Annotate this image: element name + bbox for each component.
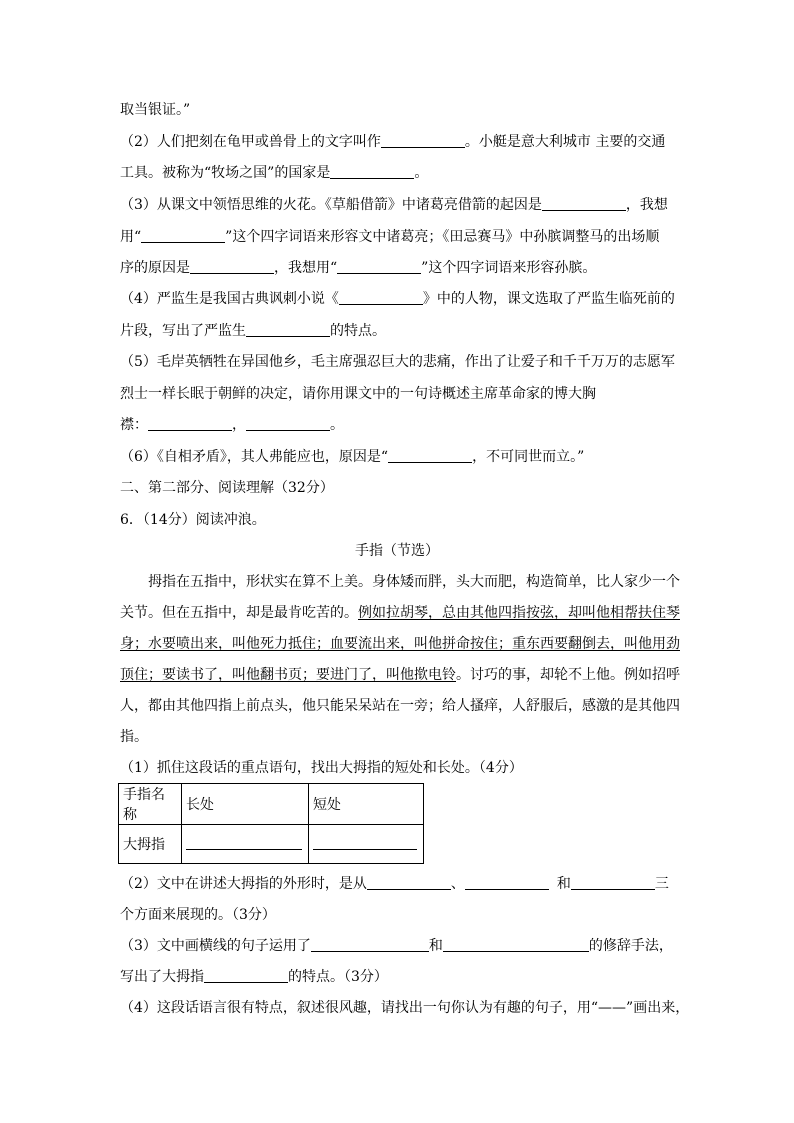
question-2-line-1: （2）人们把刻在龟甲或兽骨上的文字叫作 。小艇是意大利城市 主要的交通 bbox=[120, 134, 666, 150]
subquestion-3-line-1: （3）文中画横线的句子运用了 和 的修辞手法， bbox=[120, 938, 673, 954]
answer-blank[interactable] bbox=[186, 835, 302, 850]
passage-line: 指。 bbox=[120, 729, 148, 745]
passage-title: 手指（节选） bbox=[355, 543, 439, 559]
question-4-line-2: 片段，写出了严监生 的特点。 bbox=[120, 323, 386, 339]
subquestion-4-line: （4）这段话语言很有特点，叙述很风趣，请找出一句你认为有趣的句子，用“——”画出来， bbox=[120, 1000, 690, 1016]
question-4-line-1: （4）严监生是我国古典讽刺小说《 》中的人物，课文选取了严监生临死前的 bbox=[120, 291, 675, 307]
answer-table bbox=[118, 783, 424, 864]
subquestion-2-line-1: （2）文中在讲述大拇指的外形时，是从 、 和 三 bbox=[120, 876, 669, 892]
table-header-cell: 长处 bbox=[182, 784, 309, 825]
question-6-title: 6．（14分）阅读冲浪。 bbox=[120, 512, 266, 528]
answer-blank[interactable] bbox=[465, 875, 549, 890]
subquestion-2-line-2: 个方面来展现的。（3分） bbox=[120, 907, 276, 923]
table-answer-cell[interactable] bbox=[182, 825, 309, 864]
question-3-line-1: （3）从课文中领悟思维的火花。《草船借箭》中诸葛亮借箭的起因是 ，我想 bbox=[120, 197, 668, 213]
text-line: 取当银证。” bbox=[120, 102, 191, 118]
answer-blank[interactable] bbox=[571, 875, 655, 890]
answer-blank[interactable] bbox=[542, 196, 626, 211]
table-header-cell: 短处 bbox=[309, 784, 424, 825]
answer-blank[interactable] bbox=[204, 968, 288, 983]
passage-line: 拇指在五指中，形状实在算不上美。身体矮而胖，头大而肥，构造简单，比人家少一个 bbox=[148, 574, 680, 590]
underlined-sentence: 例如拉胡琴，总由其他四指按弦，却叫他相帮扶住琴 bbox=[358, 605, 680, 621]
answer-blank[interactable] bbox=[246, 322, 330, 337]
answer-blank[interactable] bbox=[367, 875, 451, 890]
question-6-line: （6）《自相矛盾》，其人弗能应也，原因是“ ，不可同世而立。” bbox=[120, 449, 585, 465]
answer-blank[interactable] bbox=[311, 937, 429, 952]
table-header-cell: 手指名称 bbox=[119, 784, 182, 825]
question-2-line-2: 工具。被称为“牧场之国”的国家是 。 bbox=[120, 165, 429, 181]
passage-line: 顶住；要读书了，叫他翻书页；要进门了，叫他揿电铃。讨巧的事，却轮不上他。例如招呼 bbox=[120, 667, 680, 683]
underlined-sentence: 顶住；要读书了，叫他翻书页；要进门了，叫他揿电铃 bbox=[120, 667, 456, 683]
passage-line: 关节。但在五指中，却是最肯吃苦的。例如拉胡琴，总由其他四指按弦，却叫他相帮扶住琴 bbox=[120, 605, 680, 621]
answer-blank[interactable] bbox=[313, 835, 417, 850]
section-heading: 二、第二部分、阅读理解（32分） bbox=[120, 480, 334, 496]
table-answer-cell[interactable] bbox=[309, 825, 424, 864]
answer-blank[interactable] bbox=[337, 259, 421, 274]
answer-blank[interactable] bbox=[246, 416, 330, 431]
answer-blank[interactable] bbox=[190, 259, 274, 274]
answer-blank[interactable] bbox=[381, 133, 465, 148]
answer-blank[interactable] bbox=[141, 228, 225, 243]
answer-blank[interactable] bbox=[330, 164, 414, 179]
answer-blank[interactable] bbox=[443, 937, 589, 952]
question-5-line-2: 烈士一样长眠于朝鲜的决定，请你用课文中的一句诗概述主席革命家的博大胸 bbox=[120, 386, 596, 402]
underlined-sentence: 身；水要喷出来，叫他死力抵住；血要流出来，叫他拼命按住；重东西要翻倒去，叫他用劲 bbox=[120, 636, 680, 652]
answer-blank[interactable] bbox=[388, 448, 472, 463]
question-5-line-3: 襟： ， 。 bbox=[120, 417, 344, 433]
table-cell: 大拇指 bbox=[119, 825, 182, 864]
subquestion-3-line-2: 写出了大拇指 的特点。（3分） bbox=[120, 969, 388, 985]
answer-blank[interactable] bbox=[339, 290, 423, 305]
subquestion-1: （1）抓住这段话的重点语句，找出大拇指的短处和长处。（4分） bbox=[120, 760, 523, 776]
question-3-line-3: 序的原因是 ，我想用“ ”这个四字词语来形容孙膑。 bbox=[120, 260, 597, 276]
answer-blank[interactable] bbox=[148, 416, 232, 431]
passage-line bbox=[120, 634, 680, 654]
question-3-line-2: 用“ ”这个四字词语来形容文中诸葛亮；《田忌赛马》中孙膑调整马的出场顺 bbox=[120, 229, 660, 245]
passage-line: 人，都由其他四指上前点头，他只能呆呆站在一旁；给人搔痒，人舒服后，感激的是其他四 bbox=[120, 698, 680, 714]
question-5-line-1: （5）毛岸英牺牲在异国他乡，毛主席强忍巨大的悲痛，作出了让爱子和千千万万的志愿军 bbox=[120, 354, 675, 370]
